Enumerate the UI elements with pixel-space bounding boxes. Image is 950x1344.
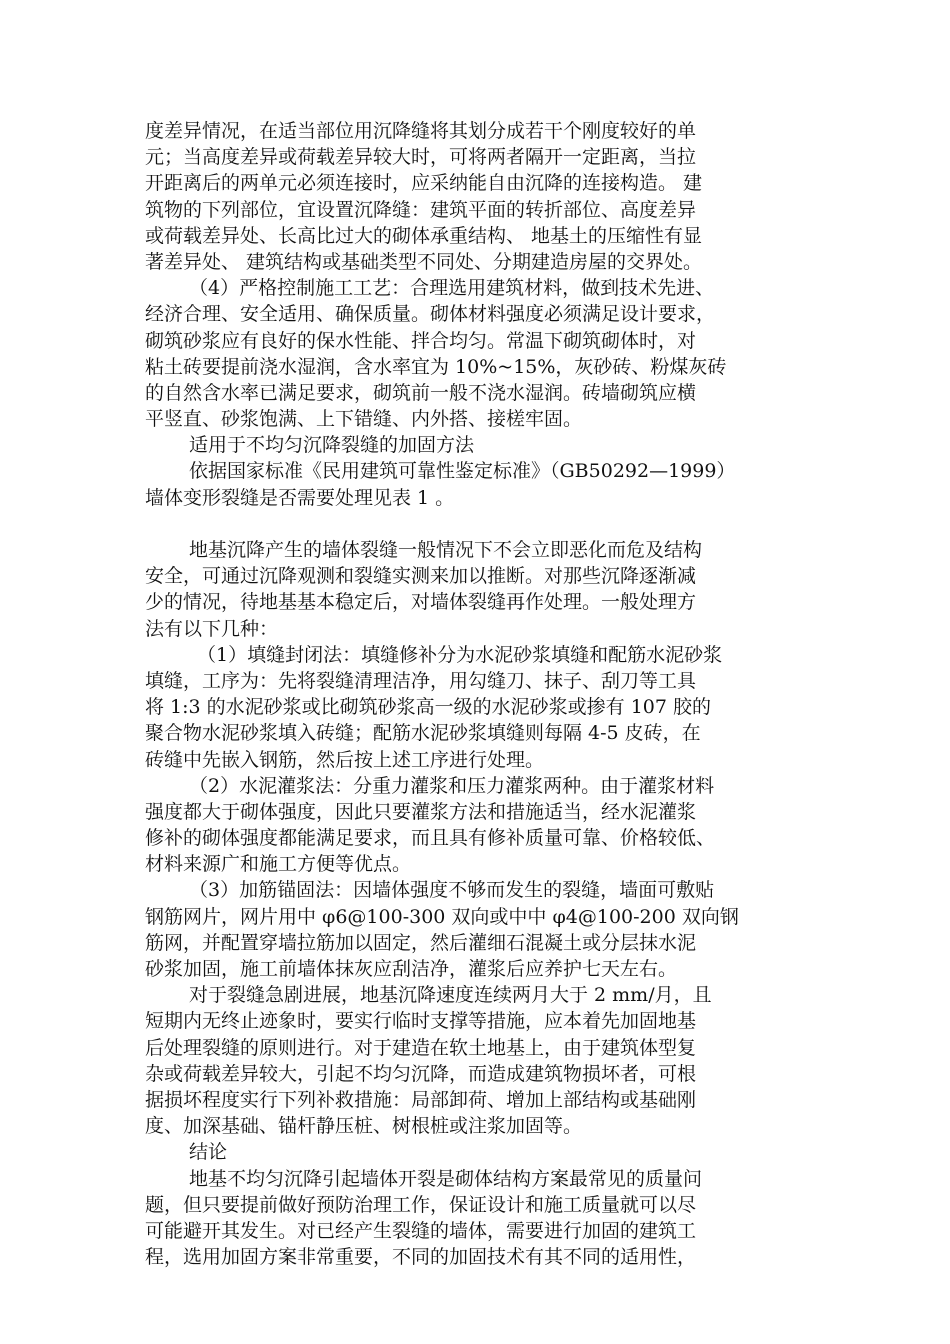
text-line: 的自然含水率已满足要求，砌筑前一般不浇水湿润。砖墙砌筑应横 (145, 381, 697, 404)
text-line: 短期内无终止迹象时，要实行临时支撑等措施，应本着先加固地基 (145, 1010, 697, 1033)
text-line: 安全，可通过沉降观测和裂缝实测来加以推断。对那些沉降逐渐减 (145, 565, 697, 588)
section-heading: 结论 (189, 1141, 228, 1164)
text-line: 地基不均匀沉降引起墙体开裂是砌体结构方案最常见的质量问 (189, 1167, 703, 1190)
text-line: （2）水泥灌浆法：分重力灌浆和压力灌浆两种。由于灌浆材料 (189, 774, 715, 797)
blank-line (145, 511, 810, 537)
text-line: 元；当高度差异或荷载差异较大时，可将两者隔开一定距离，当拉 (145, 146, 697, 169)
text-line: 法有以下几种： (145, 617, 279, 640)
body-text (145, 118, 810, 1270)
text-line: 砌筑砂浆应有良好的保水性能、拌合均匀。常温下砌筑砌体时，对 (145, 329, 697, 352)
text-line: 开距离后的两单元必须连接时，应采纳能自由沉降的连接构造。 建 (145, 172, 703, 195)
text-line: 少的情况，待地基基本稳定后，对墙体裂缝再作处理。一般处理方 (145, 591, 697, 614)
text-line: 粘土砖要提前浇水湿润，含水率宜为 10%~15%，灰砂砖、粉煤灰砖 (145, 355, 727, 378)
text-line: 平竖直、砂浆饱满、上下错缝、内外搭、接槎牢固。 (145, 408, 583, 431)
text-line: 将 1:3 的水泥砂浆或比砌筑砂浆高一级的水泥砂浆或掺有 107 胶的 (145, 696, 712, 719)
text-line: 地基沉降产生的墙体裂缝一般情况下不会立即恶化而危及结构 (189, 539, 703, 561)
text-line: 修补的砌体强度都能满足要求，而且具有修补质量可靠、价格较低、 (145, 827, 716, 850)
text-line: 度差异情况，在适当部位用沉降缝将其划分成若干个刚度较好的单 (145, 120, 697, 142)
text-line: 经济合理、安全适用、确保质量。砌体材料强度必须满足设计要求， (145, 303, 716, 326)
text-line: 依据国家标准《民用建筑可靠性鉴定标准》（GB50292—1999） (189, 460, 736, 483)
text-line: 墙体变形裂缝是否需要处理见表 1 。 (145, 486, 455, 509)
text-line: 筑物的下列部位，宜设置沉降缝：建筑平面的转折部位、高度差异 (145, 198, 697, 221)
text-line: （3）加筋锚固法：因墙体强度不够而发生的裂缝，墙面可敷贴 (189, 879, 715, 902)
text-line: 筋网，并配置穿墙拉筋加以固定，然后灌细石混凝土或分层抹水泥 (145, 931, 697, 954)
text-line: 砖缝中先嵌入钢筋，然后按上述工序进行处理。 (145, 748, 545, 771)
text-line: 聚合物水泥砂浆填入砖缝；配筋水泥砂浆填缝则每隔 4-5 皮砖，在 (145, 722, 701, 745)
section-heading: 适用于不均匀沉降裂缝的加固方法 (189, 434, 475, 457)
text-line: 后处理裂缝的原则进行。对于建造在软土地基上，由于建筑体型复 (145, 1036, 697, 1059)
text-line: （1）填缝封闭法：填缝修补分为水泥砂浆填缝和配筋水泥砂浆 (197, 643, 723, 666)
text-line: 材料来源广和施工方便等优点。 (145, 853, 412, 876)
text-line: 砂浆加固，施工前墙体抹灰应刮洁净，灌浆后应养护七天左右。 (145, 958, 678, 980)
text-line: 据损坏程度实行下列补救措施：局部卸荷、增加上部结构或基础刚 (145, 1088, 697, 1111)
text-line: 填缝，工序为：先将裂缝清理洁净，用勾缝刀、抹子、刮刀等工具 (145, 669, 697, 692)
text-line: 钢筋网片，网片用中 φ6@100-300 双向或中中 φ4@100-200 双向钢 (145, 905, 739, 928)
text-line: 题，但只要提前做好预防治理工作，保证设计和施工质量就可以尽 (145, 1193, 697, 1216)
text-line: 度、加深基础、锚杆静压桩、树根桩或注浆加固等。 (145, 1115, 583, 1138)
text-line: 或荷载差异处、长高比过大的砌体承重结构、 地基土的压缩性有显 (145, 224, 703, 247)
text-line: 程，选用加固方案非常重要，不同的加固技术有其不同的适用性， (145, 1246, 697, 1269)
text-line: 著差异处、 建筑结构或基础类型不同处、分期建造房屋的交界处。 (145, 250, 703, 273)
text-line: 杂或荷载差异较大，引起不均匀沉降，而造成建筑物损坏者，可根 (145, 1062, 697, 1085)
text-line: （4）严格控制施工工艺：合理选用建筑材料，做到技术先进、 (189, 277, 715, 300)
text-line: 可能避开其发生。对已经产生裂缝的墙体，需要进行加固的建筑工 (145, 1219, 697, 1242)
text-line: 强度都大于砌体强度，因此只要灌浆方法和措施适当，经水泥灌浆 (145, 800, 697, 823)
text-line: 对于裂缝急剧进展，地基沉降速度连续两月大于 2 mm/月，且 (189, 984, 712, 1007)
